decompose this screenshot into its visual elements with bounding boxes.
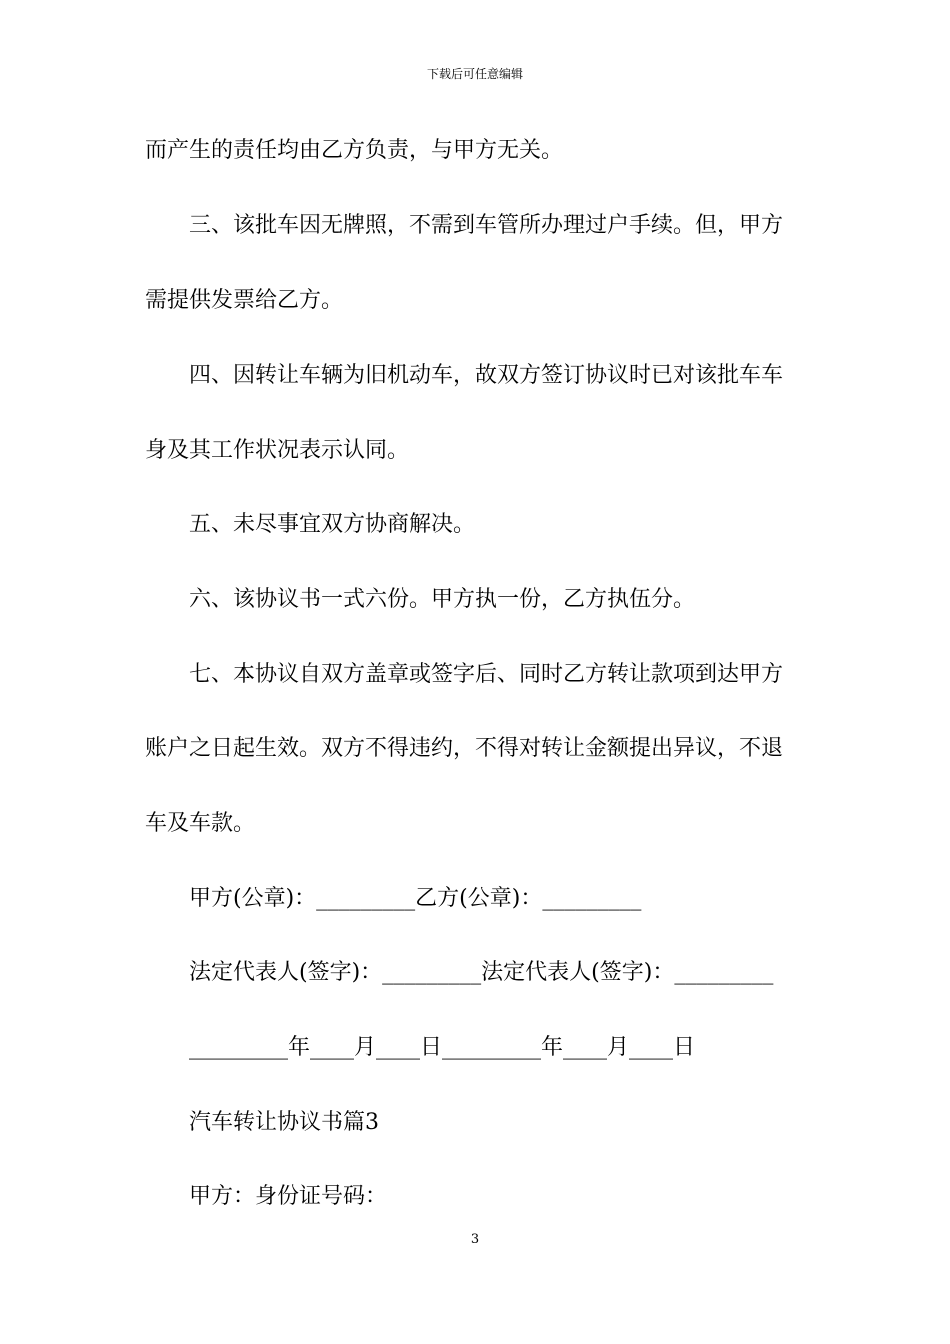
clause-2-continuation: 而产生的责任均由乙方负责，与甲方无关。 (145, 138, 564, 163)
clause-7-line-2: 账户之日起生效。双方不得违约，不得对转让金额提出异议，不退 (145, 736, 784, 761)
signature-representative-line: 法定代表人(签字)：_________法定代表人(签字)：_________ (189, 960, 774, 985)
clause-4-line-2: 身及其工作状况表示认同。 (145, 438, 410, 463)
signature-date-line: _________年____月____日_________年____月____日 (189, 1035, 696, 1060)
clause-7-line-1: 七、本协议自双方盖章或签字后、同时乙方转让款项到达甲方 (189, 662, 784, 687)
clause-3-line-2: 需提供发票给乙方。 (145, 288, 344, 313)
page-header-note: 下载后可任意编辑 (426, 67, 523, 81)
party-a-id-line: 甲方：身份证号码： (189, 1184, 388, 1209)
clause-7-line-3: 车及车款。 (145, 811, 256, 836)
clause-6: 六、该协议书一式六份。甲方执一份，乙方执伍分。 (189, 587, 696, 612)
signature-seal-line: 甲方(公章)：_________乙方(公章)：_________ (189, 886, 642, 911)
clause-5: 五、未尽事宜双方协商解决。 (189, 512, 476, 537)
page-number: 3 (470, 1232, 480, 1247)
clause-3-line-1: 三、该批车因无牌照，不需到车管所办理过户手续。但，甲方 (189, 213, 784, 238)
clause-4-line-1: 四、因转让车辆为旧机动车，故双方签订协议时已对该批车车 (189, 363, 784, 388)
section-title: 汽车转让协议书篇3 (189, 1110, 379, 1135)
